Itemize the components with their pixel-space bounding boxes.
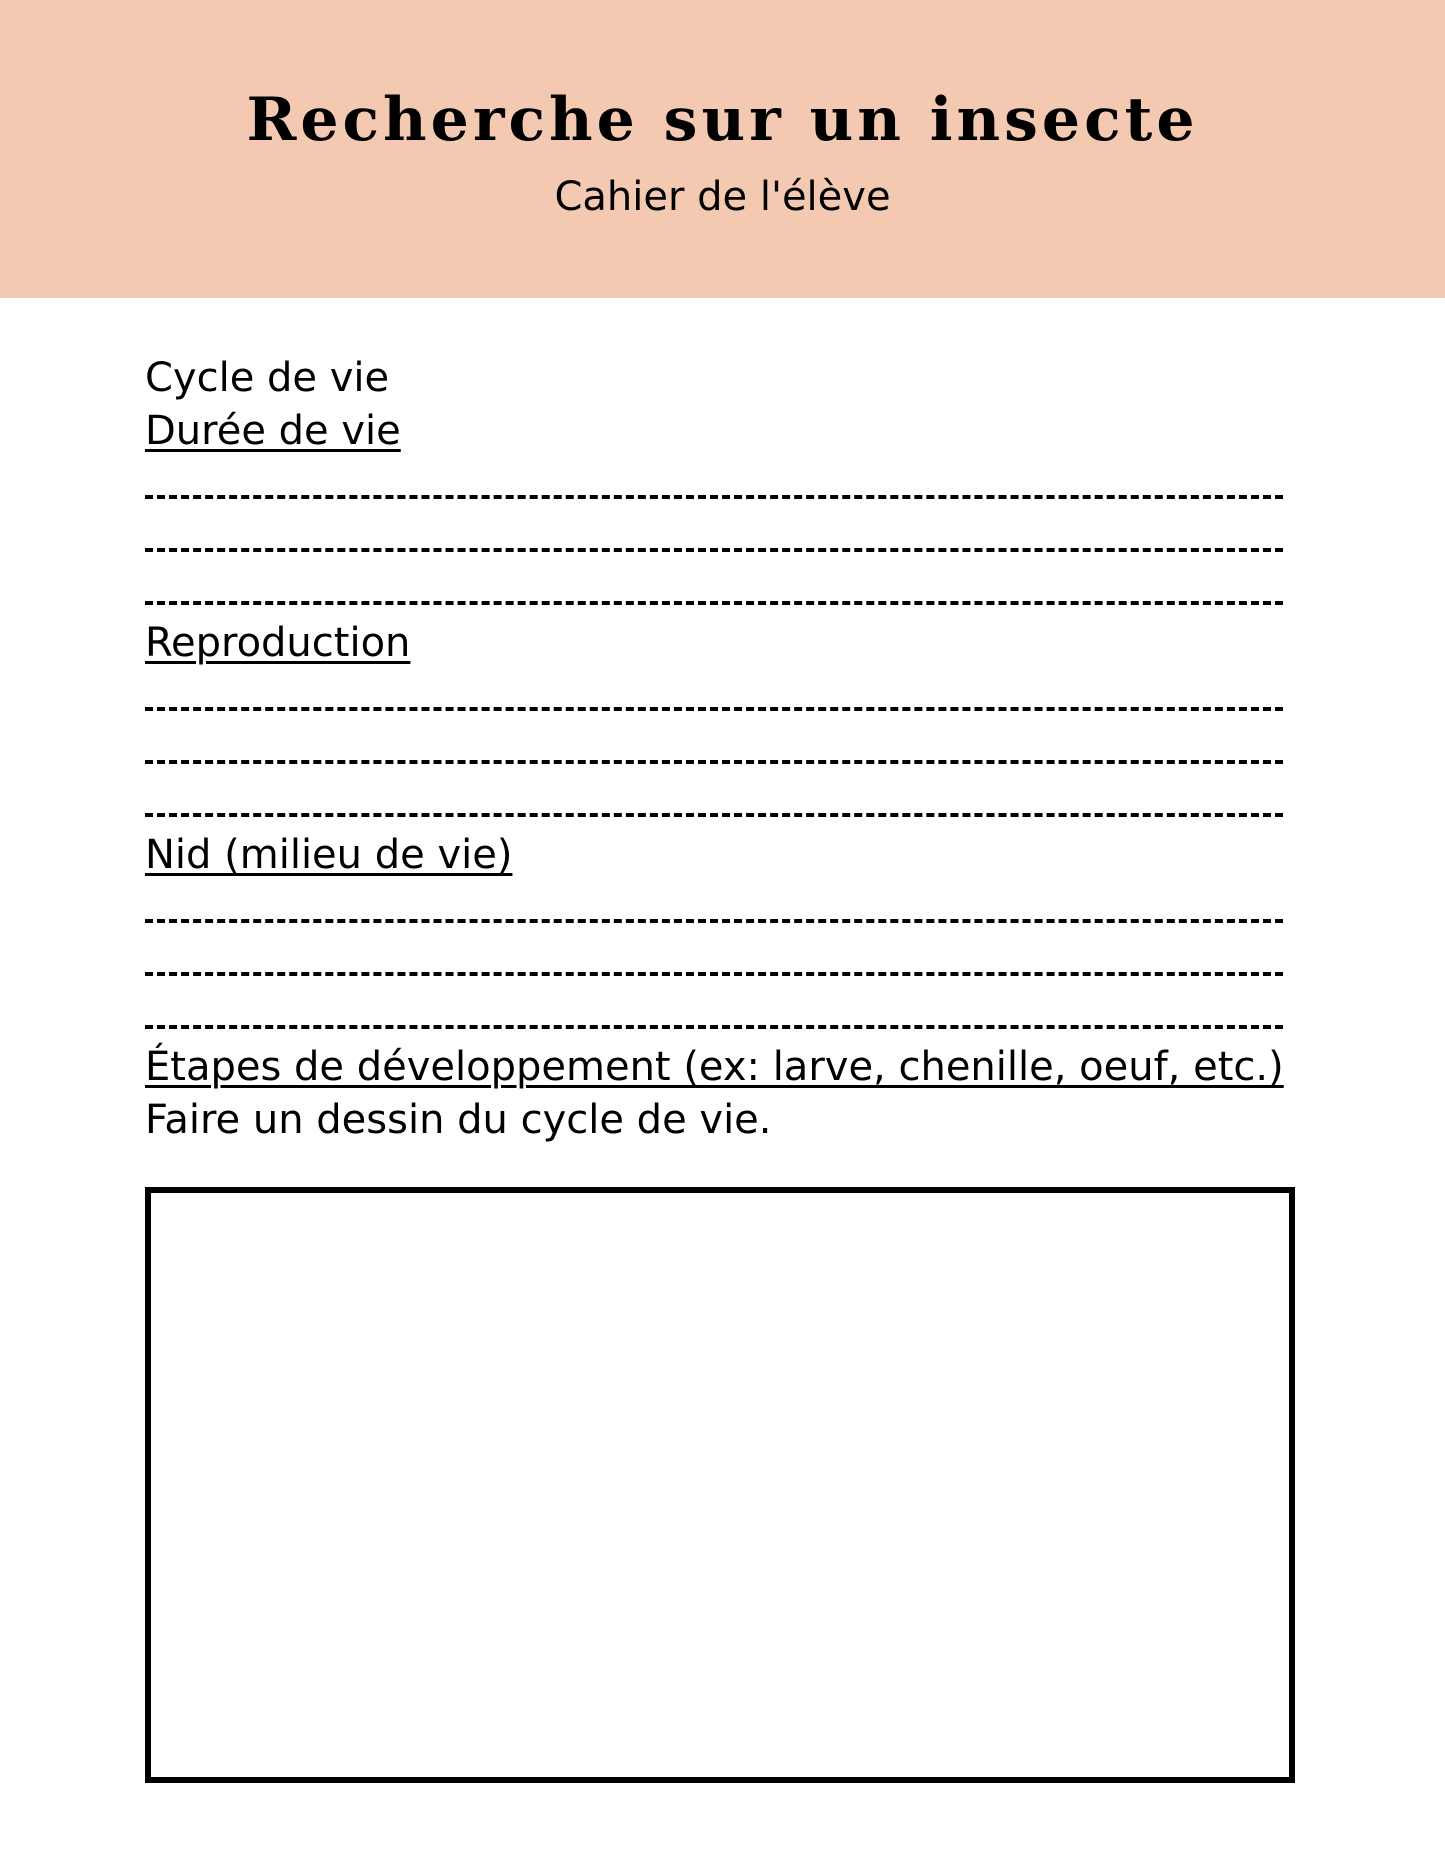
header-banner bbox=[0, 0, 1445, 298]
heading-lifespan: Durée de vie bbox=[145, 408, 401, 454]
drawing-area[interactable] bbox=[145, 1187, 1295, 1783]
answer-line[interactable] bbox=[145, 723, 1285, 776]
worksheet-content bbox=[145, 352, 1285, 1147]
answer-line[interactable] bbox=[145, 988, 1285, 1041]
answer-line[interactable] bbox=[145, 935, 1285, 988]
page-title: Recherche sur un insecte bbox=[246, 85, 1199, 155]
answer-line[interactable] bbox=[145, 458, 1285, 511]
section-title: Cycle de vie bbox=[145, 355, 390, 401]
answer-line[interactable] bbox=[145, 882, 1285, 935]
heading-reproduction: Reproduction bbox=[145, 620, 411, 666]
heading-nest: Nid (milieu de vie) bbox=[145, 832, 513, 878]
answer-line[interactable] bbox=[145, 670, 1285, 723]
heading-development-stages: Étapes de développement (ex: larve, chenille, oeuf, etc.) bbox=[145, 1044, 1284, 1090]
page-subtitle: Cahier de l'élève bbox=[554, 174, 891, 220]
answer-line[interactable] bbox=[145, 564, 1285, 617]
answer-line[interactable] bbox=[145, 511, 1285, 564]
drawing-instruction: Faire un dessin du cycle de vie. bbox=[145, 1097, 772, 1143]
answer-line[interactable] bbox=[145, 776, 1285, 829]
